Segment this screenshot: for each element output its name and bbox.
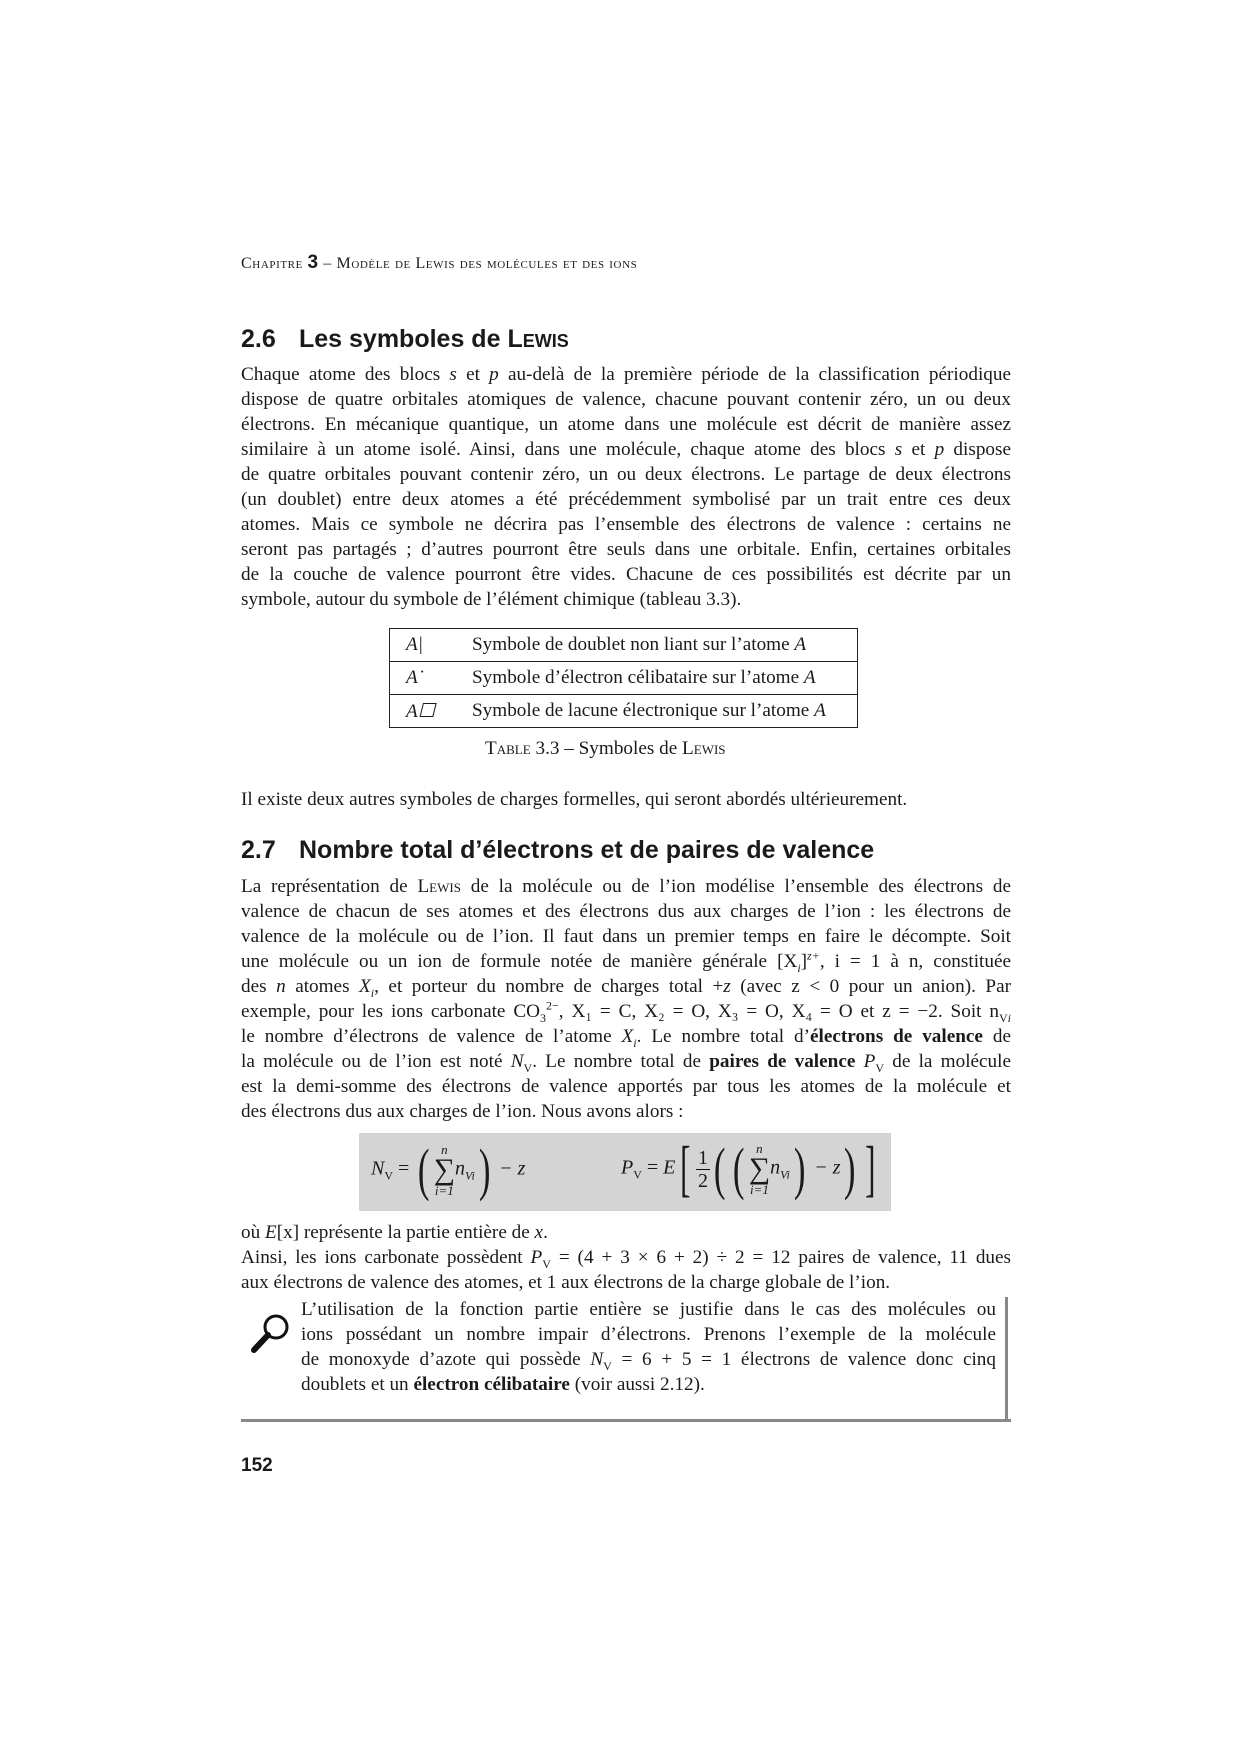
formula-nv: $N_V$ = ( n ∑ i=1 $n_{Vi}) - z$ [371, 1137, 526, 1202]
lewis-symbols-table [389, 628, 858, 728]
chapter-title: – Modèle de Lewis des molécules et des ions [318, 255, 638, 272]
note-border-right [1005, 1297, 1008, 1421]
table-cell-symbol: A☐ [390, 695, 457, 728]
chapter-number: 3 [307, 252, 319, 273]
magnifier-icon [249, 1311, 293, 1355]
section-number: 2.6 [241, 325, 276, 353]
note-border-bottom [241, 1419, 1011, 1422]
note-text: L’utilisation de la fonction partie entière se justifie dans le cas des molécules ou ions possédant un nombre impair d’électrons. Prenons l’exemple de la molécule de monoxyde d’azote qui possède $N_V = 6 + 5 = 1$ électrons de valence donc cinq doublets et un électron célibataire (voir aussi 2.12). [301, 1299, 996, 1395]
paragraph-formal-charges: Il existe deux autres symboles de charges formelles, qui seront abordés ultérieurement. [241, 789, 908, 810]
section-title: Nombre total d’électrons et de paires de valence [299, 836, 875, 864]
note-box [241, 1297, 1008, 1422]
section-number: 2.7 [241, 836, 276, 864]
table-row [390, 629, 858, 662]
table-cell-description: Symbole de doublet non liant sur l’atome A [456, 629, 858, 662]
table-caption: Table 3.3 – Symboles de Lewis [485, 738, 726, 759]
paragraph-lewis-symbols: Chaque atome des blocs s et p au-delà de la première période de la classification périodique dispose de quatre orbitales atomiques de valence, chacune pouvant contenir zéro, un ou deux électrons. En mécanique quantique, un atome dans une molécule est décrit de manière assez similaire à un atome isolé. Ainsi, dans une molécule, chaque atome des blocs s et p dispose de quatre orbitales pouvant contenir zéro, un ou deux électrons. Le partage de deux électrons (un doublet) entre deux atomes a été précédemment symbolisé par un trait entre ces deux atomes. Mais ce symbole ne décrira pas l’ensemble des électrons de valence : certains ne seront pas partagés ; d’autres pourront être seuls dans une orbitale. Enfin, certaines orbitales de la couche de valence pourront être vides. Chacune de ces possibilités est décrite par un symbole, autour du symbole de l’élément chimique (tableau 3.3). [241, 364, 1011, 610]
table-cell-symbol: A˙ [390, 662, 457, 695]
formula-pv: $P_V = E$[ $\frac{1}{2}$ ( ( n ∑ i=1 $n_{Vi}) - z$) ] [621, 1135, 876, 1203]
paragraph-after-formula: où E[x] représente la partie entière de x. Ainsi, les ions carbonate possèdent $P_V = (4 + 3 \times 6 + 2) \div 2 = 12$ paires de valence, 11 dues aux électrons de valence des atomes, et 1 aux électrons de la charge globale de l’ion. [241, 1222, 1011, 1293]
paragraph-valence-electrons: La représentation de Lewis de la molécule ou de l’ion modélise l’ensemble des électrons de valence de chacun de ses atomes et des électrons dus aux charges de l’ion : les électrons de valence de la molécule ou de l’ion. Il faut dans un premier temps en faire le décompte. Soit une molécule ou un ion de formule notée de manière générale $[X_i]^{z+}$, i = 1 à n, constituée des n atomes $X_i$, et porteur du nombre de charges total +z (avec z < 0 pour un anion). Par exemple, pour les ions carbonate $CO_3^{2-}$, X₁ = C, X₂ = O, X₃ = O, X₄ = O et z = −2. Soit $n_{Vi}$ le nombre d’électrons de valence de l’atome $X_i$. Le nombre total d’électrons de valence de la molécule ou de l’ion est noté $N_V$. Le nombre total de paires de valence $P_V$ de la molécule est la demi-somme des électrons de valence apportés par tous les atomes de la molécule et des électrons dus aux charges de l’ion. Nous avons alors : [241, 876, 1012, 1122]
section-heading-2-7 [241, 836, 874, 865]
section-heading-2-6 [241, 325, 569, 354]
table-row [390, 662, 858, 695]
page-number: 152 [241, 1455, 273, 1476]
table-row [390, 695, 858, 728]
table-cell-description: Symbole d’électron célibataire sur l’atome A [456, 662, 858, 695]
running-header [241, 252, 637, 274]
chapter-word: Chapitre [241, 255, 303, 272]
table-cell-description: Symbole de lacune électronique sur l’atome A [456, 695, 858, 728]
section-title: Les symboles de [299, 325, 508, 353]
section-title-name: Lewis [507, 325, 569, 353]
table-cell-symbol: A| [390, 629, 457, 662]
formula-box [359, 1133, 891, 1211]
